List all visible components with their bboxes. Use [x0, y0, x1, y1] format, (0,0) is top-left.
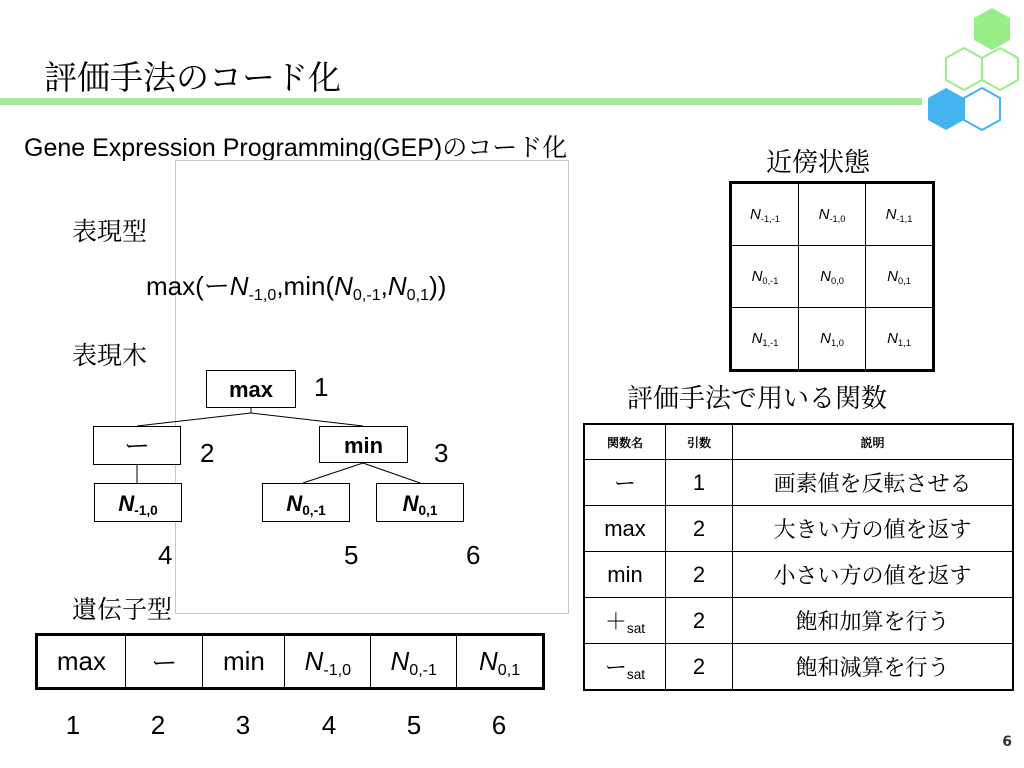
table-row [584, 506, 1013, 552]
gene6-sub: 0,1 [497, 660, 521, 679]
nbr-n: N [751, 330, 763, 347]
col-header-name: 関数名 [584, 424, 666, 460]
fn-name-text: min [607, 561, 643, 587]
expr-n3: N [387, 271, 407, 301]
expr-n1: N [229, 271, 249, 301]
nbr-n: N [750, 206, 761, 223]
fn-desc: 画素値を反転させる [733, 460, 1014, 506]
expr-sub3: 0,1 [406, 285, 430, 304]
fn-name-sub: sat [626, 667, 646, 683]
expr-suffix: )) [429, 271, 447, 301]
nbr-sub: 1,1 [897, 337, 911, 348]
nbr-cell-r2c3 [866, 246, 934, 308]
gene-index-3: 3 [235, 710, 251, 740]
tree-node-n-m1-0 [94, 483, 182, 522]
fn-desc: 飽和加算を行う [733, 598, 1014, 644]
expr-prefix: max(ー [146, 271, 230, 301]
leaf5-sub: 0,-1 [302, 503, 326, 519]
gene-cell-2: ー [125, 635, 203, 689]
nbr-n: N [887, 330, 898, 347]
functions-table [583, 423, 1014, 691]
fn-desc: 小さい方の値を返す [733, 552, 1014, 598]
leaf4-sub: -1,0 [134, 503, 158, 519]
nbr-n: N [885, 206, 897, 223]
nbr-sub: -1,1 [896, 213, 913, 224]
functions-header-row [584, 424, 1013, 460]
tree-node-max: max [206, 370, 296, 408]
fn-desc: 大きい方の値を返す [733, 506, 1014, 552]
neighborhood-row-2 [731, 246, 934, 308]
tree-num-2: 2 [200, 438, 215, 468]
fn-name [584, 598, 666, 644]
nbr-n: N [820, 330, 831, 347]
nbr-sub: 1,0 [830, 337, 844, 348]
leaf4-n: N [118, 491, 135, 516]
nbr-n: N [820, 268, 831, 285]
fn-args: 2 [666, 598, 733, 644]
table-row [584, 552, 1013, 598]
gene-cell-4 [285, 635, 371, 689]
gene-cell-1: max [37, 635, 126, 689]
fn-name-text: ー [604, 655, 627, 680]
nbr-sub: 0,0 [830, 275, 844, 286]
fn-desc: 飽和減算を行う [733, 644, 1014, 691]
tree-edge-root-left [137, 413, 251, 426]
genotype-table [35, 633, 545, 690]
leaf6-sub: 0,1 [418, 503, 438, 519]
tree-num-5: 5 [344, 540, 359, 570]
fn-name-text: max [604, 515, 646, 541]
nbr-cell-r1c3 [866, 183, 934, 246]
gene-cell-6 [457, 635, 544, 689]
gene6-n: N [479, 646, 498, 676]
tree-node-n-0-1 [376, 483, 464, 522]
gene5-sub: 0,-1 [409, 660, 437, 679]
neighborhood-heading: 近傍状態 [766, 148, 871, 178]
neighborhood-table [729, 181, 935, 372]
fn-name [584, 644, 666, 691]
fn-name [584, 460, 666, 506]
nbr-cell-r1c2 [799, 183, 866, 246]
tree-edge-root-right [251, 413, 363, 426]
gene-cell-5 [371, 635, 457, 689]
col-header-args: 引数 [666, 424, 733, 460]
genotype-row [37, 635, 544, 689]
nbr-cell-r2c1 [731, 246, 799, 308]
nbr-sub: 1,-1 [762, 337, 779, 348]
fn-name-text: ー [613, 471, 636, 496]
gene-index-2: 2 [150, 710, 166, 740]
nbr-cell-r3c3 [866, 308, 934, 371]
gene4-sub: -1,0 [323, 660, 352, 679]
gene-index-5: 5 [406, 710, 422, 740]
nbr-sub: 0,1 [897, 275, 911, 286]
gene-cell-3: min [203, 635, 285, 689]
neighborhood-row-3 [731, 308, 934, 371]
tree-num-6: 6 [466, 540, 481, 570]
nbr-sub: -1,0 [829, 213, 846, 224]
slide-subtitle: Gene Expression Programming(GEP)のコード化 [24, 134, 568, 162]
gene4-n: N [304, 646, 324, 676]
tree-heading: 表現木 [72, 341, 148, 370]
page-number: 6 [1002, 734, 1012, 750]
gene5-n: N [390, 646, 410, 676]
expr-mid: ,min( [276, 271, 335, 301]
nbr-sub: -1,-1 [760, 213, 780, 224]
fn-args: 2 [666, 506, 733, 552]
gene-index-4: 4 [321, 710, 337, 740]
nbr-n: N [818, 206, 830, 223]
col-header-desc: 説明 [733, 424, 1014, 460]
genotype-heading: 遺伝子型 [72, 595, 173, 624]
tree-num-3: 3 [434, 438, 449, 468]
slide-title: 評価手法のコード化 [44, 58, 341, 97]
expr-sub1: -1,0 [248, 285, 277, 304]
expr-comma: , [380, 271, 388, 301]
phenotype-heading: 表現型 [72, 217, 148, 246]
table-row [584, 598, 1013, 644]
table-row [584, 460, 1013, 506]
tree-num-4: 4 [158, 540, 173, 570]
tree-node-min: min [319, 426, 408, 463]
leaf5-n: N [286, 491, 303, 516]
expr-sub2: 0,-1 [352, 285, 381, 304]
nbr-cell-r1c1 [731, 183, 799, 246]
table-row [584, 644, 1013, 691]
gene-index-1: 1 [65, 710, 81, 740]
fn-args: 2 [666, 644, 733, 691]
tree-num-1: 1 [314, 372, 329, 402]
functions-heading: 評価手法で用いる関数 [627, 384, 888, 414]
gene-index-6: 6 [491, 710, 507, 740]
fn-name-text: ＋ [604, 609, 627, 634]
fn-name-sub: sat [626, 621, 646, 637]
fn-name [584, 552, 666, 598]
expr-n2: N [334, 271, 353, 301]
nbr-n: N [887, 268, 898, 285]
fn-args: 2 [666, 552, 733, 598]
fn-args: 1 [666, 460, 733, 506]
nbr-cell-r2c2 [799, 246, 866, 308]
leaf6-n: N [402, 491, 419, 516]
nbr-n: N [751, 268, 763, 285]
nbr-sub: 0,-1 [762, 275, 779, 286]
tree-edge-min-left [303, 463, 363, 483]
nbr-cell-r3c1 [731, 308, 799, 371]
neighborhood-row-1 [731, 183, 934, 246]
fn-name [584, 506, 666, 552]
tree-edge-min-right [363, 463, 420, 483]
tree-node-negate: ー [93, 426, 181, 465]
nbr-cell-r3c2 [799, 308, 866, 371]
tree-node-n-0-m1 [262, 483, 350, 522]
